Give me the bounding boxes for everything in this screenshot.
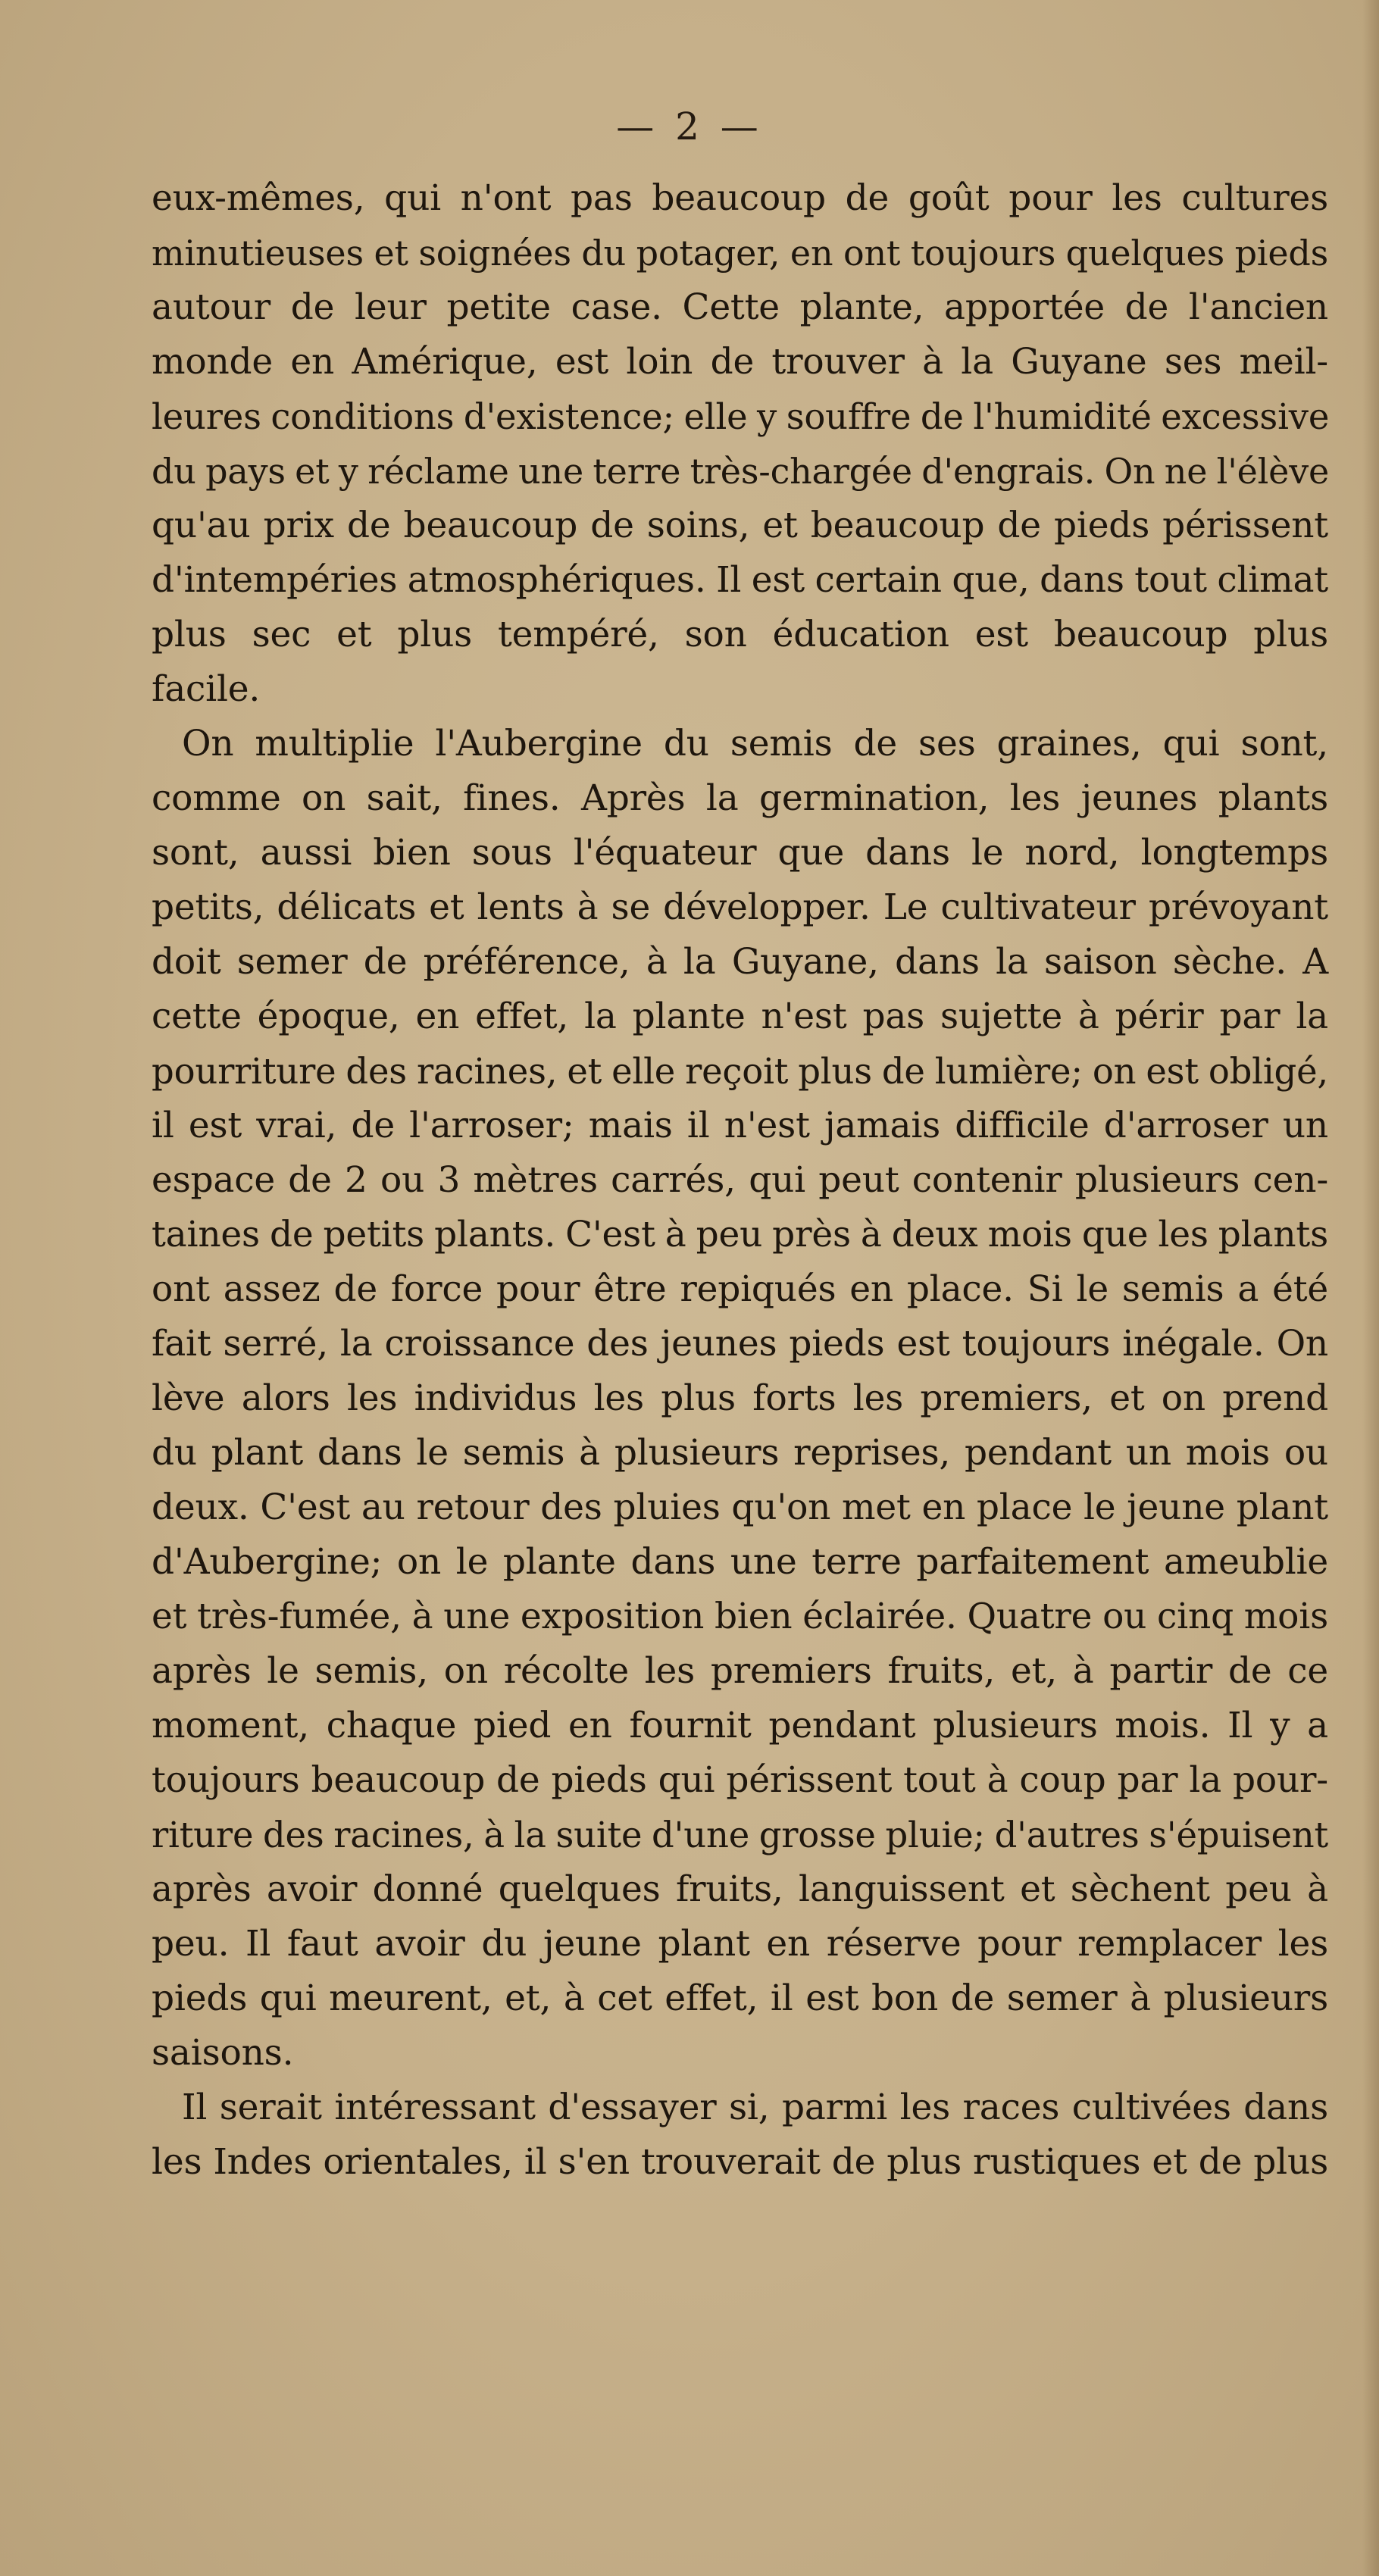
- text-line: petits, délicats et lents à se développer. Le cultivateur prévoyant: [152, 886, 1328, 928]
- text-line: fait serré, la croissance des jeunes pieds est toujours inégale. On: [152, 1323, 1328, 1365]
- text-line: comme on sait, fines. Après la germination, les jeunes plants: [152, 777, 1328, 819]
- text-line: facile.: [152, 668, 261, 710]
- text-line: sont, aussi bien sous l'équateur que dans le nord, longtemps: [152, 832, 1328, 874]
- text-line: doit semer de préférence, à la Guyane, dans la saison sèche. A: [152, 941, 1328, 983]
- text-line: du plant dans le semis à plusieurs reprises, pendant un mois ou: [152, 1432, 1328, 1474]
- text-line: eux-mêmes, qui n'ont pas beaucoup de goût pour les cultures: [152, 177, 1328, 219]
- text-line: monde en Amérique, est loin de trouver à la Guyane ses meil-: [152, 341, 1328, 383]
- text-line: leures conditions d'existence; elle y souffre de l'humidité excessive: [152, 396, 1330, 437]
- text-line: autour de leur petite case. Cette plante, apportée de l'ancien: [152, 286, 1328, 328]
- text-line: pourriture des racines, et elle reçoit plus de lumière; on est obligé,: [152, 1051, 1328, 1092]
- page-number: — 2 —: [616, 105, 763, 148]
- text-line: les Indes orientales, il s'en trouverait de plus rustiques et de plus: [152, 2141, 1328, 2183]
- text-line: riture des racines, à la suite d'une grosse pluie; d'autres s'épuisent: [152, 1815, 1328, 1855]
- text-line: qu'au prix de beaucoup de soins, et beaucoup de pieds périssent: [152, 505, 1328, 546]
- text-line: espace de 2 ou 3 mètres carrés, qui peut contenir plusieurs cen-: [152, 1159, 1328, 1201]
- text-line: toujours beaucoup de pieds qui périssent tout à coup par la pour-: [152, 1759, 1328, 1801]
- text-line: après avoir donné quelques fruits, languissent et sèchent peu à: [152, 1868, 1328, 1910]
- text-line: moment, chaque pied en fournit pendant plusieurs mois. Il y a: [152, 1705, 1328, 1746]
- text-line: saisons.: [152, 2032, 294, 2074]
- text-line: peu. Il faut avoir du jeune plant en réserve pour remplacer les: [152, 1923, 1328, 1965]
- text-line: deux. C'est au retour des pluies qu'on met en place le jeune plant: [152, 1487, 1328, 1528]
- text-line: taines de petits plants. C'est à peu près à deux mois que les plants: [152, 1214, 1328, 1255]
- text-line: du pays et y réclame une terre très-chargée d'engrais. On ne l'élève: [152, 451, 1330, 492]
- text-line: ont assez de force pour être repiqués en place. Si le semis a été: [152, 1268, 1328, 1310]
- text-line: d'intempéries atmosphériques. Il est certain que, dans tout climat: [152, 559, 1328, 601]
- text-line: il est vrai, de l'arroser; mais il n'est jamais difficile d'arroser un: [152, 1105, 1328, 1146]
- text-line: minutieuses et soignées du potager, en ont toujours quelques pieds: [152, 233, 1328, 274]
- text-line: Il serait intéressant d'essayer si, parmi les races cultivées dans: [182, 2087, 1328, 2128]
- text-line: On multiplie l'Aubergine du semis de ses graines, qui sont,: [182, 723, 1328, 764]
- text-line: lève alors les individus les plus forts les premiers, et on prend: [152, 1377, 1328, 1419]
- text-line: plus sec et plus tempéré, son éducation est beaucoup plus: [152, 614, 1328, 655]
- text-line: et très-fumée, à une exposition bien éclairée. Quatre ou cinq mois: [152, 1596, 1328, 1637]
- text-line: d'Aubergine; on le plante dans une terre parfaitement ameublie: [152, 1541, 1328, 1583]
- text-line: cette époque, en effet, la plante n'est pas sujette à périr par la: [152, 996, 1328, 1037]
- text-line: pieds qui meurent, et, à cet effet, il est bon de semer à plusieurs: [152, 1977, 1328, 2019]
- text-line: après le semis, on récolte les premiers fruits, et, à partir de ce: [152, 1650, 1328, 1692]
- body-text: [152, 171, 1328, 2190]
- page-edge-shadow: [1362, 0, 1379, 2576]
